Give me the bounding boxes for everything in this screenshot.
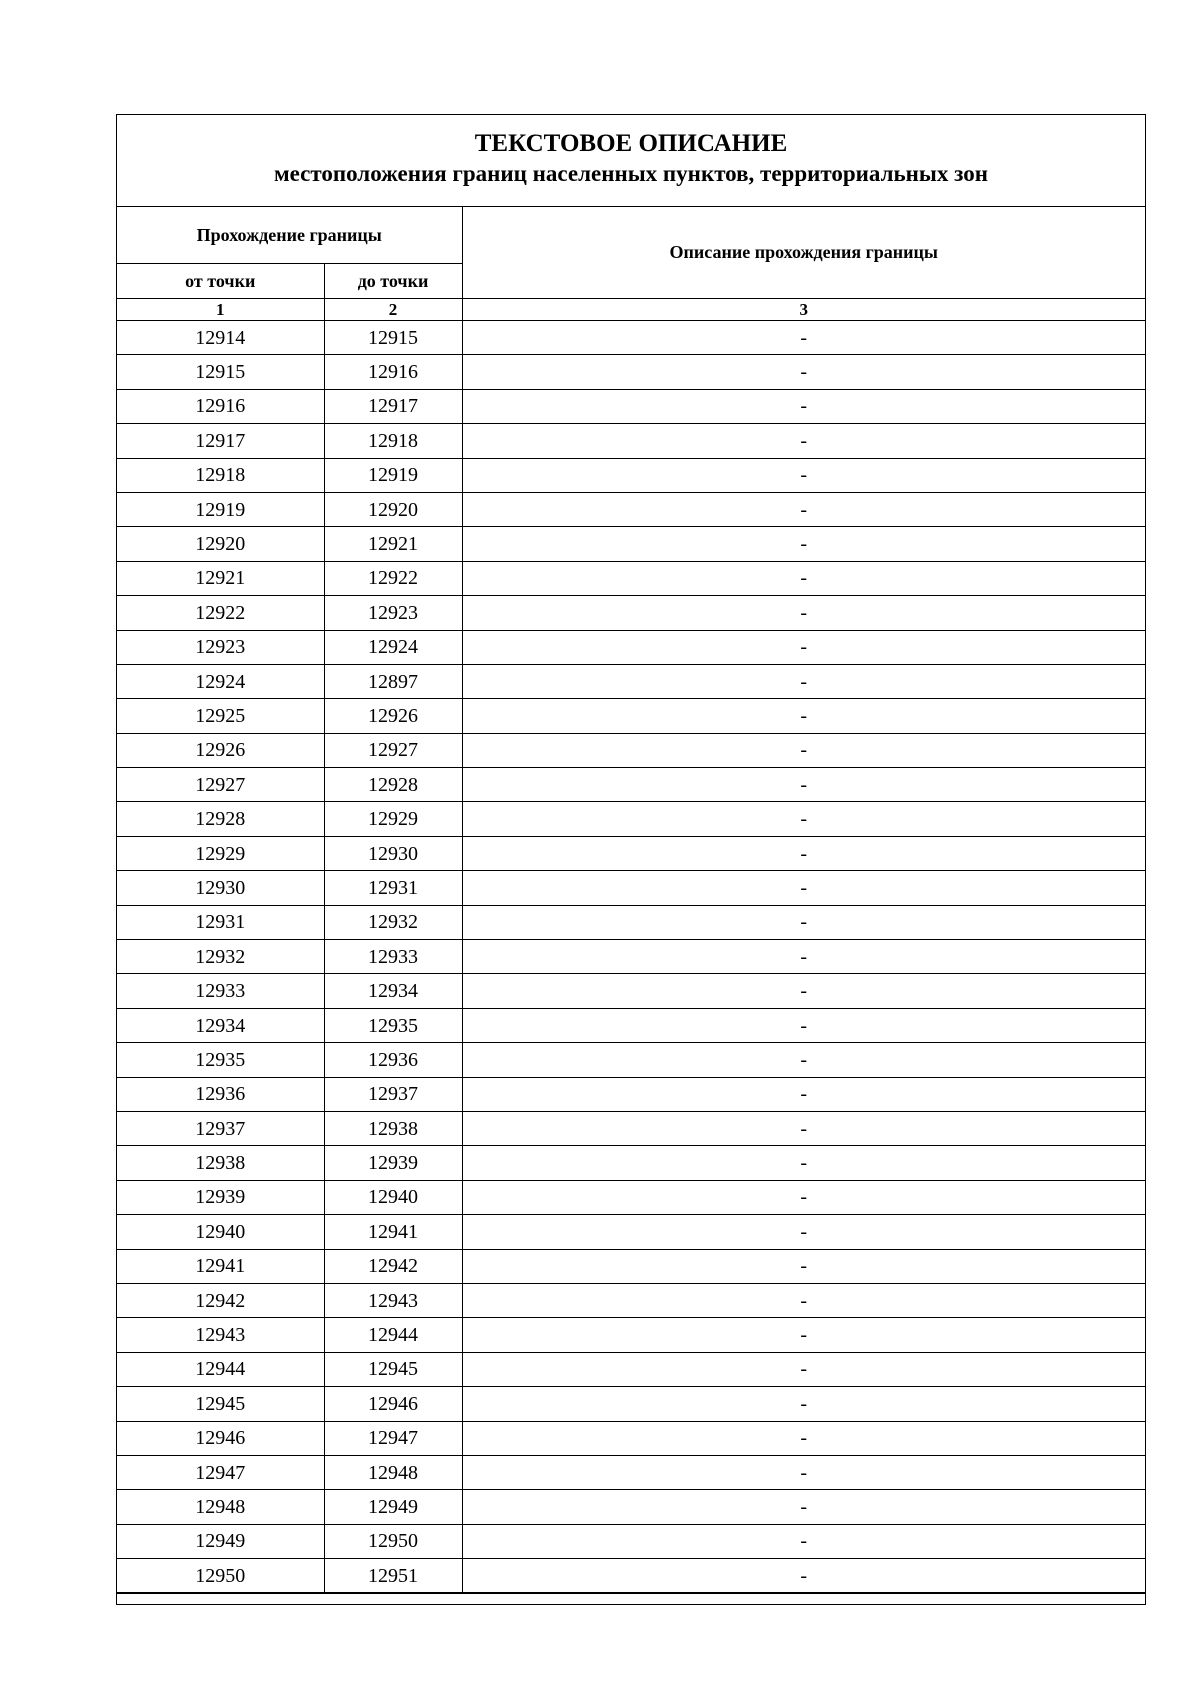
table-row <box>117 1387 1145 1421</box>
cell-from-point: 12921 <box>117 561 324 595</box>
cell-to-point: 12935 <box>324 1008 462 1042</box>
header-from: от точки <box>117 264 324 299</box>
cell-to-point: 12939 <box>324 1146 462 1180</box>
table-row <box>117 1043 1145 1077</box>
cell-to-point: 12942 <box>324 1249 462 1283</box>
cell-description: - <box>462 1111 1145 1145</box>
table-body <box>117 321 1145 1593</box>
cell-to-point: 12920 <box>324 492 462 526</box>
cell-description: - <box>462 1387 1145 1421</box>
table-row <box>117 1352 1145 1386</box>
cell-from-point: 12946 <box>117 1421 324 1455</box>
cell-from-point: 12938 <box>117 1146 324 1180</box>
header-to: до точки <box>324 264 462 299</box>
cell-description: - <box>462 768 1145 802</box>
cell-from-point: 12918 <box>117 458 324 492</box>
table-row <box>117 458 1145 492</box>
cell-description: - <box>462 1043 1145 1077</box>
table-row <box>117 424 1145 458</box>
cell-from-point: 12949 <box>117 1524 324 1558</box>
document-sheet <box>116 114 1146 1605</box>
cell-to-point: 12946 <box>324 1387 462 1421</box>
cell-from-point: 12924 <box>117 664 324 698</box>
cell-from-point: 12947 <box>117 1455 324 1489</box>
cell-from-point: 12923 <box>117 630 324 664</box>
cell-description: - <box>462 389 1145 423</box>
cell-description: - <box>462 664 1145 698</box>
header-col-number-2: 2 <box>324 299 462 321</box>
cell-to-point: 12940 <box>324 1180 462 1214</box>
table-row <box>117 1146 1145 1180</box>
header-description: Описание прохождения границы <box>462 207 1145 299</box>
cell-description: - <box>462 905 1145 939</box>
table-row <box>117 596 1145 630</box>
cell-from-point: 12915 <box>117 355 324 389</box>
table-row <box>117 1008 1145 1042</box>
cell-description: - <box>462 1215 1145 1249</box>
header-passage: Прохождение границы <box>117 207 462 264</box>
cell-to-point: 12927 <box>324 733 462 767</box>
cell-description: - <box>462 1180 1145 1214</box>
table-row <box>117 836 1145 870</box>
cell-from-point: 12914 <box>117 321 324 355</box>
cell-description: - <box>462 974 1145 1008</box>
table-row <box>117 1215 1145 1249</box>
cell-to-point: 12947 <box>324 1421 462 1455</box>
header-col-number-1: 1 <box>117 299 324 321</box>
table-row <box>117 1077 1145 1111</box>
cell-description: - <box>462 1490 1145 1524</box>
table-row <box>117 355 1145 389</box>
cell-to-point: 12944 <box>324 1318 462 1352</box>
cell-to-point: 12897 <box>324 664 462 698</box>
cell-description: - <box>462 596 1145 630</box>
cell-from-point: 12948 <box>117 1490 324 1524</box>
cell-to-point: 12934 <box>324 974 462 1008</box>
cell-from-point: 12916 <box>117 389 324 423</box>
cell-description: - <box>462 836 1145 870</box>
cell-to-point: 12943 <box>324 1283 462 1317</box>
table-row <box>117 492 1145 526</box>
document-title: ТЕКСТОВОЕ ОПИСАНИЕ <box>474 130 788 157</box>
cell-from-point: 12937 <box>117 1111 324 1145</box>
cell-to-point: 12930 <box>324 836 462 870</box>
cell-to-point: 12937 <box>324 1077 462 1111</box>
cell-from-point: 12919 <box>117 492 324 526</box>
table-row <box>117 871 1145 905</box>
cell-from-point: 12925 <box>117 699 324 733</box>
cell-from-point: 12943 <box>117 1318 324 1352</box>
cell-from-point: 12944 <box>117 1352 324 1386</box>
cell-from-point: 12945 <box>117 1387 324 1421</box>
cell-description: - <box>462 940 1145 974</box>
table-row <box>117 1490 1145 1524</box>
cell-description: - <box>462 630 1145 664</box>
table-row <box>117 1455 1145 1489</box>
cell-description: - <box>462 1249 1145 1283</box>
cell-to-point: 12919 <box>324 458 462 492</box>
cell-to-point: 12922 <box>324 561 462 595</box>
cell-to-point: 12929 <box>324 802 462 836</box>
cell-from-point: 12932 <box>117 940 324 974</box>
cell-to-point: 12938 <box>324 1111 462 1145</box>
table-row <box>117 940 1145 974</box>
cell-to-point: 12924 <box>324 630 462 664</box>
cell-to-point: 12923 <box>324 596 462 630</box>
cell-from-point: 12922 <box>117 596 324 630</box>
cell-to-point: 12931 <box>324 871 462 905</box>
cell-from-point: 12917 <box>117 424 324 458</box>
cell-from-point: 12931 <box>117 905 324 939</box>
cell-description: - <box>462 1455 1145 1489</box>
table-row <box>117 733 1145 767</box>
cell-to-point: 12941 <box>324 1215 462 1249</box>
cell-to-point: 12945 <box>324 1352 462 1386</box>
cell-from-point: 12936 <box>117 1077 324 1111</box>
cell-description: - <box>462 458 1145 492</box>
header-col-number-3: 3 <box>462 299 1145 321</box>
table-row <box>117 561 1145 595</box>
cell-to-point: 12916 <box>324 355 462 389</box>
cell-description: - <box>462 733 1145 767</box>
cell-to-point: 12950 <box>324 1524 462 1558</box>
cell-from-point: 12926 <box>117 733 324 767</box>
table-row <box>117 630 1145 664</box>
boundary-table <box>117 207 1145 1593</box>
cell-description: - <box>462 424 1145 458</box>
cell-from-point: 12942 <box>117 1283 324 1317</box>
cell-description: - <box>462 1352 1145 1386</box>
cell-description: - <box>462 1146 1145 1180</box>
table-row <box>117 1524 1145 1558</box>
table-row <box>117 699 1145 733</box>
cell-to-point: 12932 <box>324 905 462 939</box>
cell-to-point: 12948 <box>324 1455 462 1489</box>
cell-description: - <box>462 355 1145 389</box>
cell-from-point: 12920 <box>117 527 324 561</box>
cell-to-point: 12918 <box>324 424 462 458</box>
cell-to-point: 12933 <box>324 940 462 974</box>
table-row <box>117 1559 1145 1593</box>
cell-description: - <box>462 1077 1145 1111</box>
cell-to-point: 12949 <box>324 1490 462 1524</box>
table-row <box>117 1180 1145 1214</box>
table-row <box>117 1283 1145 1317</box>
cell-description: - <box>462 1524 1145 1558</box>
table-row <box>117 802 1145 836</box>
cell-from-point: 12940 <box>117 1215 324 1249</box>
cell-from-point: 12950 <box>117 1559 324 1593</box>
cell-from-point: 12930 <box>117 871 324 905</box>
cell-description: - <box>462 871 1145 905</box>
table-row <box>117 1421 1145 1455</box>
table-row <box>117 389 1145 423</box>
table-row <box>117 664 1145 698</box>
cell-from-point: 12935 <box>117 1043 324 1077</box>
cell-from-point: 12933 <box>117 974 324 1008</box>
table-row <box>117 768 1145 802</box>
table-row <box>117 1111 1145 1145</box>
cell-to-point: 12928 <box>324 768 462 802</box>
table-bottom-border <box>117 1593 1145 1604</box>
cell-from-point: 12928 <box>117 802 324 836</box>
table-row <box>117 527 1145 561</box>
cell-description: - <box>462 1283 1145 1317</box>
cell-description: - <box>462 802 1145 836</box>
cell-to-point: 12921 <box>324 527 462 561</box>
cell-description: - <box>462 1318 1145 1352</box>
cell-to-point: 12926 <box>324 699 462 733</box>
cell-description: - <box>462 1008 1145 1042</box>
table-row <box>117 321 1145 355</box>
table-row <box>117 1249 1145 1283</box>
cell-description: - <box>462 699 1145 733</box>
cell-description: - <box>462 561 1145 595</box>
cell-to-point: 12917 <box>324 389 462 423</box>
cell-from-point: 12934 <box>117 1008 324 1042</box>
cell-description: - <box>462 527 1145 561</box>
title-block <box>117 115 1145 207</box>
cell-description: - <box>462 1421 1145 1455</box>
document-subtitle: местоположения границ населенных пунктов, территориальных зон <box>274 161 988 186</box>
table-row <box>117 974 1145 1008</box>
cell-from-point: 12927 <box>117 768 324 802</box>
cell-description: - <box>462 492 1145 526</box>
cell-from-point: 12929 <box>117 836 324 870</box>
cell-description: - <box>462 321 1145 355</box>
cell-from-point: 12939 <box>117 1180 324 1214</box>
cell-from-point: 12941 <box>117 1249 324 1283</box>
table-row <box>117 1318 1145 1352</box>
cell-to-point: 12915 <box>324 321 462 355</box>
cell-to-point: 12951 <box>324 1559 462 1593</box>
cell-to-point: 12936 <box>324 1043 462 1077</box>
table-row <box>117 905 1145 939</box>
cell-description: - <box>462 1559 1145 1593</box>
